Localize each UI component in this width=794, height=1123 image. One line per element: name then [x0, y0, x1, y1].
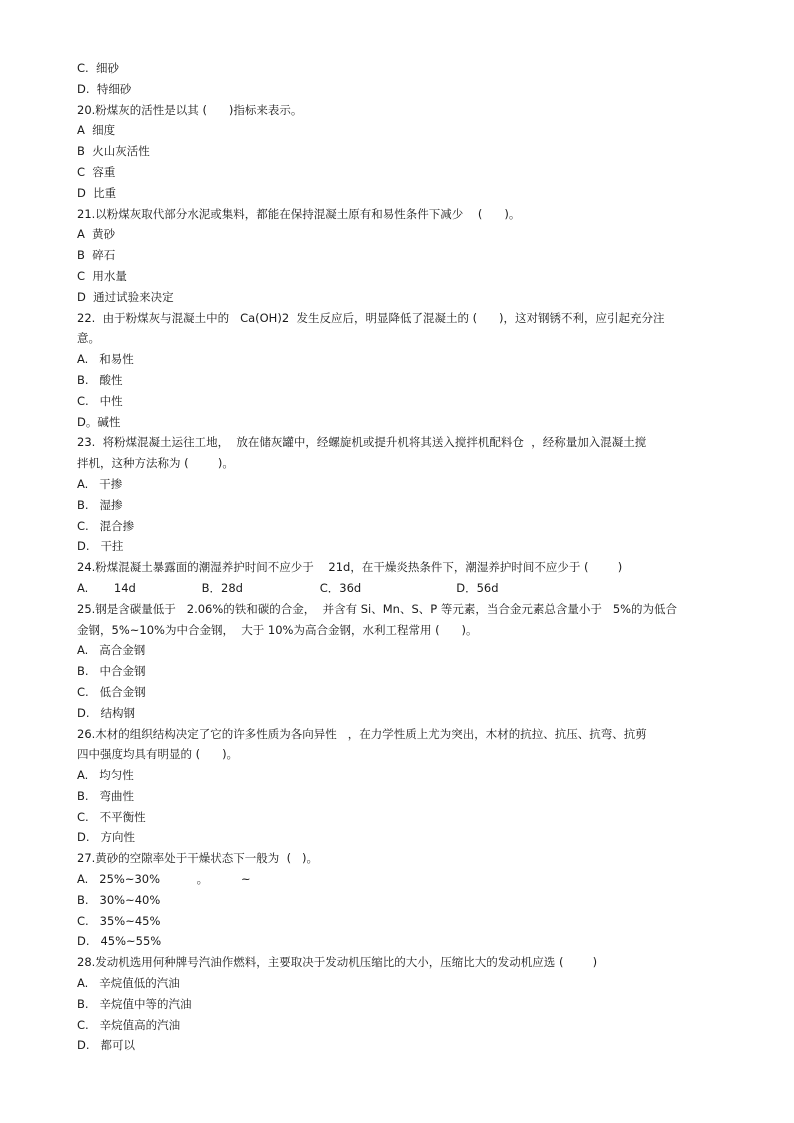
- question-23-line-1: 23. 将粉煤混凝土运往工地， 放在储灰罐中，经螺旋机或提升机将其送入搅拌机配料仓 ，经称量加入混凝土搅: [77, 435, 647, 450]
- option-c-q26: C. 不平衡性: [77, 809, 146, 824]
- option-b-q27: B. 30%~40%: [77, 892, 161, 907]
- option-b-q25: B. 中合金钢: [77, 664, 146, 679]
- option-d-q19: D. 特细砂: [77, 81, 132, 96]
- option-c-q19: C. 细砂: [77, 61, 119, 75]
- question-list: [77, 58, 722, 1056]
- option-c-q28: C. 辛烷值高的汽油: [77, 1017, 181, 1032]
- option-a-q23: A. 干掺: [77, 476, 123, 491]
- option-a-q25: A. 高合金钢: [77, 643, 146, 658]
- option-c-q20: C 容重: [77, 164, 116, 179]
- option-a-q22: A. 和易性: [77, 352, 134, 367]
- question-22-line-2: 意。: [77, 331, 100, 346]
- option-b-q21: B 碎石: [77, 248, 116, 263]
- question-26-line-2: 四中强度均具有明显的 ( )。: [77, 747, 239, 762]
- option-a-q21: A 黄砂: [77, 227, 116, 242]
- question-24: 24.粉煤混凝土暴露面的潮湿养护时间不应少于 21d，在干燥炎热条件下，潮湿养护时间不应少于 ( ): [77, 560, 623, 575]
- option-b-q22: B. 酸性: [77, 372, 123, 387]
- question-25-line-1: 25.钢是含碳量低于 2.06%的铁和碳的合金， 并含有 Si、Mn、S、P 等元素，当合金元素总含量小于 5%的为低合: [77, 601, 678, 616]
- question-23-line-2: 拌机，这种方法称为 ( )。: [77, 456, 234, 471]
- option-c-q27: C. 35%~45%: [77, 913, 161, 928]
- option-d-q25: D. 结构钢: [77, 705, 135, 720]
- question-26-line-1: 26.木材的组织结构决定了它的许多性质为各向异性 ，在力学性质上尤为突出，木材的抗拉、抗压、抗弯、抗剪: [77, 726, 647, 741]
- question-22-line-1: 22. 由于粉煤灰与混凝土中的 Ca(OH)2 发生反应后，明显降低了混凝土的 ( )，这对钢锈不利，应引起充分注: [77, 310, 665, 325]
- question-27: 27.黄砂的空隙率处于干燥状态下一般为 ( )。: [77, 851, 319, 866]
- options-q24: A. 14d B．28d C．36d D．56d: [77, 580, 499, 595]
- option-d-q28: D. 都可以: [77, 1038, 135, 1053]
- option-a-q27: A. 25%~30% 。 ~: [77, 872, 251, 887]
- option-a-q28: A. 辛烷值低的汽油: [77, 976, 180, 991]
- option-b-q26: B. 弯曲性: [77, 788, 135, 803]
- option-b-q23: B. 湿掺: [77, 497, 123, 512]
- question-20: 20.粉煤灰的活性是以其 ( )指标来表示。: [77, 102, 303, 117]
- option-d-q26: D. 方向性: [77, 830, 135, 845]
- option-b-q28: B. 辛烷值中等的汽油: [77, 996, 192, 1011]
- option-d-q23: D. 干拄: [77, 539, 124, 554]
- question-25-line-2: 金钢，5%~10%为中合金钢， 大于 10%为高合金钢，水利工程常用 ( )。: [77, 622, 478, 637]
- question-28: 28.发动机选用何种牌号汽油作燃料，主要取决于发动机压缩比的大小，压缩比大的发动机应选 ( ): [77, 955, 598, 970]
- option-c-q23: C. 混合掺: [77, 518, 135, 533]
- option-d-q20: D 比重: [77, 185, 117, 200]
- option-c-q21: C 用水量: [77, 268, 127, 283]
- option-a-q26: A. 均匀性: [77, 768, 134, 783]
- option-c-q25: C. 低合金钢: [77, 684, 146, 699]
- option-c-q22: C. 中性: [77, 393, 123, 408]
- option-d-q22: D。碱性: [77, 414, 121, 429]
- option-a-q20: A 细度: [77, 123, 116, 138]
- question-21: 21.以粉煤灰取代部分水泥或集料，都能在保持混凝土原有和易性条件下减少 ( )。: [77, 206, 521, 221]
- option-b-q20: B 火山灰活性: [77, 144, 150, 159]
- option-d-q27: D. 45%~55%: [77, 934, 162, 949]
- option-d-q21: D 通过试验来决定: [77, 289, 174, 304]
